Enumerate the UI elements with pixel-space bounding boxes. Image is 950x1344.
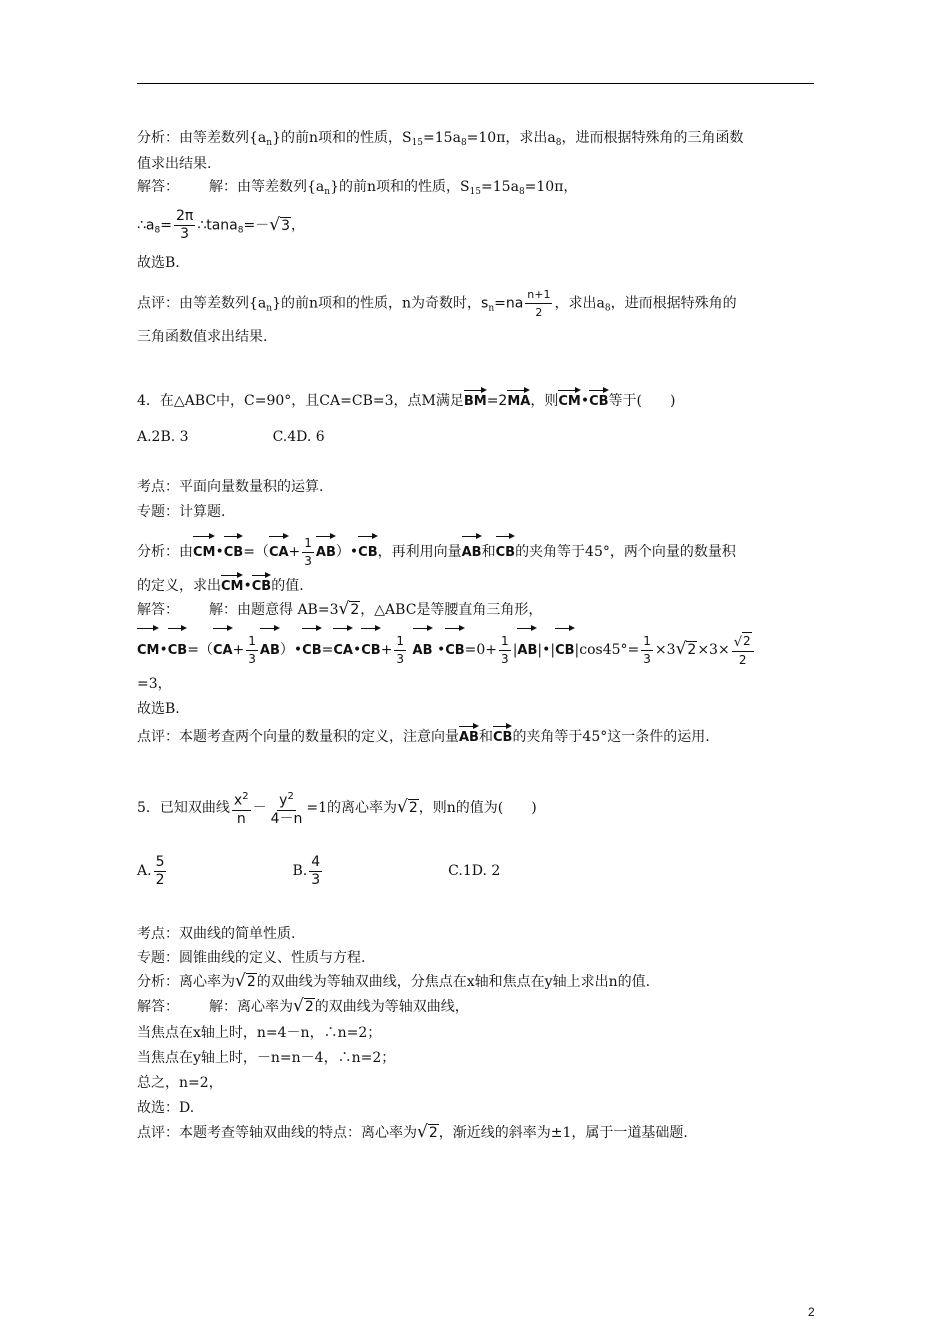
page-number: 2 (808, 1305, 815, 1319)
q5-analysis: 分析：离心率为 √ 2 的双曲线为等轴双曲线，分焦点在x轴和焦点在y轴上求出n的值. (137, 971, 651, 991)
q5-options: A. $\frac{5}{2}$ B. $\frac{4}{3}$ C.1D. 2 (137, 853, 501, 888)
q4-stem: 4．在△ABC中，C=90°，且CA=CB=3，点M满足BM=2MA，则CM•CB等于( ) (137, 388, 675, 412)
q4-calc-line: CM•CB=（CA+ $\frac{1}{3}$ AB）•CB=CA•CB+ $\frac{1}{3}$ AB •CB=0+ $\frac{1}{3}$ |AB|•|CB|cos45°= $\frac{1}{3}$ ×3 √ 2 ×3× √ 2 2 (137, 626, 756, 672)
q4-analysis-line-2: 的定义，求出CM•CB的值. (137, 573, 304, 597)
q4-analysis-line-1: 分析：由CM•CB=（CA+ $\frac{1}{3}$ AB）•CB，再利用向量AB和CB的夹角等于45°，两个向量的数量积 (137, 535, 736, 568)
q3-comment-line-2: 三角函数值求出结果. (137, 329, 268, 345)
q5-line-sum: 总之，n=2， (137, 1075, 223, 1091)
q3-analysis-line-2: 值求出结果. (137, 156, 212, 172)
q4-comment: 点评：本题考查两个向量的数量积的定义，注意向量AB和CB的夹角等于45°这一条件的运用. (137, 724, 710, 748)
q5-stem: 5．已知双曲线 $\frac{x^2}{n}$ － $\frac{y^2}{4-n}$ =1的离心率为 √ 2 ，则n的值为( ) (137, 786, 537, 830)
q4-result: =3， (137, 676, 172, 692)
q3-answer: 故选B. (137, 255, 180, 271)
q4-kaodian: 考点：平面向量数量积的运算. (137, 479, 324, 495)
q3-analysis-line-1: 分析：由等差数列$\{a_n\}$的前n项和的性质，$S_{15}=15a_8=10\pi$，求出$a_8$，进而根据特殊角的三角函数 (137, 130, 744, 148)
q5-kaodian: 考点：双曲线的简单性质. (137, 926, 296, 942)
q5-line-y: 当焦点在y轴上时，－n=n－4，∴n=2； (137, 1050, 396, 1066)
q5-solution: 解答： 解：离心率为 √ 2 的双曲线为等轴双曲线， (137, 996, 469, 1016)
q4-answer: 故选B. (137, 701, 180, 717)
header-rule (137, 83, 814, 84)
q5-comment: 点评：本题考查等轴双曲线的特点：离心率为 √ 2 ，渐近线的斜率为±1，属于一道基础题. (137, 1122, 688, 1142)
q4-options: A.2B. 3 C.4D. 6 (137, 429, 325, 445)
q3-comment-line-1: 点评：由等差数列$\{a_n\}$的前n项和的性质，n为奇数时，$s_n=na$ $\frac{n+1}{2}$ ，求出$a_8$，进而根据特殊角的 (137, 288, 737, 319)
q3-solution-line: 解答： 解：由等差数列$\{a_n\}$的前n项和的性质，$S_{15}=15a_8=10\pi$， (137, 179, 578, 197)
q5-zhuanti: 专题：圆锥曲线的定义、性质与方程. (137, 950, 366, 966)
q5-line-x: 当焦点在x轴上时，n=4－n，∴n=2； (137, 1025, 382, 1041)
q4-zhuanti: 专题：计算题. (137, 504, 226, 520)
q4-solution-line: 解答： 解：由题意得 AB=3 √ 2 ，△ABC是等腰直角三角形， (137, 599, 543, 619)
q5-answer: 故选：D. (137, 1100, 195, 1116)
q3-formula-line: $\therefore a_8=$ $\frac{2\pi}{3}$ ∴tana$_8$=－ √ 3 ， (137, 208, 305, 242)
